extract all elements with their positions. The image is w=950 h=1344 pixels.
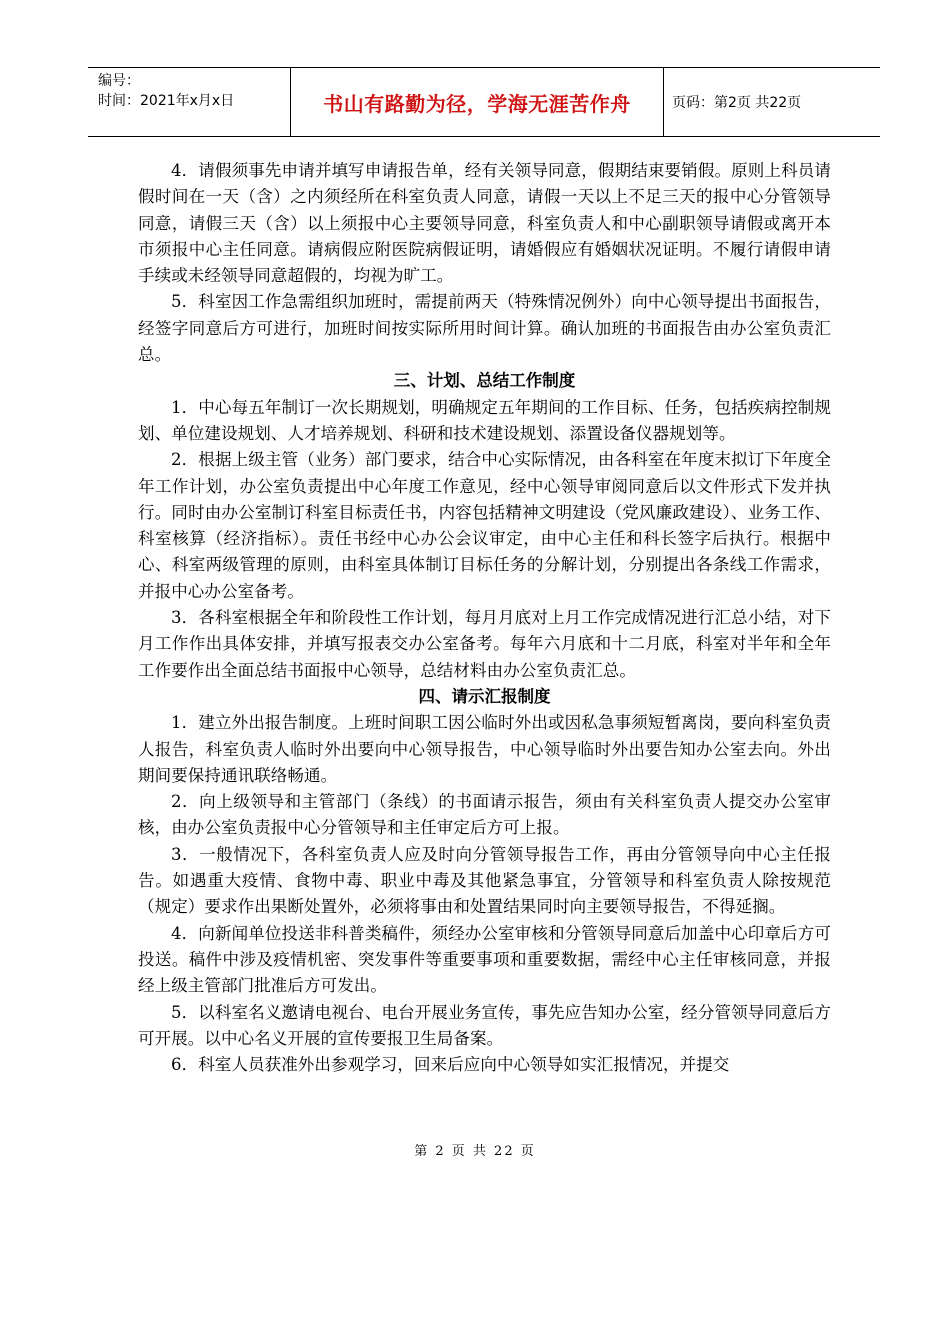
paragraph-outing-report: 1．建立外出报告制度。上班时间职工因公临时外出或因私急事须短暂离岗，要向科室负责人报告，科室负责人临时外出要向中心领导报告，中心领导临时外出要告知办公室去向。外出期间要保持通讯联络畅通。 [138, 713, 831, 785]
paragraph-written-request: 2．向上级领导和主管部门（条线）的书面请示报告，须由有关科室负责人提交办公室审核，由办公室负责报中心分管领导和主任审定后方可上报。 [138, 792, 831, 838]
page-footer: 第 2 页 共 22 页 [414, 1144, 536, 1159]
paragraph-long-term-plan: 1．中心每五年制订一次长期规划，明确规定五年期间的工作目标、任务，包括疾病控制规划、单位建设规划、人才培养规划、科研和技术建设规划、添置设备仪器规划等。 [138, 397, 831, 443]
document-time-label: 时间：2021年x月x日 [98, 93, 235, 109]
header-meta [88, 68, 291, 136]
paragraph-study-visit: 6．科室人员获准外出参观学习，回来后应向中心领导如实汇报情况，并提交 [171, 1055, 730, 1075]
header-motto: 书山有路勤为径，学海无涯苦作舟 [291, 68, 664, 136]
paragraph-monthly-summary: 3．各科室根据全年和阶段性工作计划，每月月底对上月工作完成情况进行汇总小结，对下月工作作出具体安排，并填写报表交办公室备考。每年六月底和十二月底，科室对半年和全年工作要作出全面总结书面报中心领导，总结材料由办公室负责汇总。 [138, 608, 831, 680]
document-header [88, 67, 880, 137]
paragraph-overtime: 5．科室因工作急需组织加班时，需提前两天（特殊情况例外）向中心领导提出书面报告，经签字同意后方可进行，加班时间按实际所用时间计算。确认加班的书面报告由办公室负责汇总。 [138, 292, 831, 365]
paragraph-leave-request: 4．请假须事先申请并填写申请报告单，经有关领导同意，假期结束要销假。原则上科员请假时间在一天（含）之内须经所在科室负责人同意，请假一天以上不足三天的报中心分管领导同意，请假三天（含）以上须报中心主要领导同意，科室负责人和中心副职领导请假或离开本市须报中心主任同意。请病假应附医院病假证明，请婚假应有婚姻状况证明。不履行请假申请手续或未经领导同意超假的，均视为旷工。 [138, 161, 831, 286]
section-heading-reporting: 四、请示汇报制度 [418, 686, 551, 706]
paragraph-media-publicity: 5．以科室名义邀请电视台、电台开展业务宣传，事先应告知办公室，经分管领导同意后方可开展。以中心名义开展的宣传要报卫生局备案。 [138, 1002, 831, 1048]
document-number-label: 编号： [98, 73, 140, 89]
section-heading-planning: 三、计划、总结工作制度 [393, 371, 576, 391]
paragraph-emergency-report: 3．一般情况下，各科室负责人应及时向分管领导报告工作，再由分管领导向中心主任报告。如遇重大疫情、食物中毒、职业中毒及其他紧急事宜，分管领导和科室负责人除按规范（规定）要求作出果断处置外，必须将事由和处置结果同时向主要领导报告，不得延搁。 [138, 844, 831, 917]
paragraph-annual-plan: 2．根据上级主管（业务）部门要求，结合中心实际情况，由各科室在年度末拟订下年度全年工作计划，办公室负责提出中心年度工作意见，经中心领导审阅同意后以文件形式下发并执行。同时由办公室制订科室目标责任书，内容包括精神文明建设（党风廉政建设）、业务工作、科室核算（经济指标）。责任书经中心办公会议审定，由中心主任和科长签字后执行。根据中心、科室两级管理的原则，由科室具体制订目标任务的分解计划，分别提出各条线工作需求，并报中心办公室备考。 [138, 450, 831, 601]
header-page-info: 页码：第2页 共22页 [672, 95, 802, 111]
paragraph-news-submission: 4．向新闻单位投送非科普类稿件，须经办公室审核和分管领导同意后加盖中心印章后方可投送。稿件中涉及疫情机密、突发事件等重要事项和重要数据，需经中心主任审核同意，并报经上级主管部门批准后方可发出。 [138, 923, 831, 996]
document-body [138, 158, 831, 1078]
